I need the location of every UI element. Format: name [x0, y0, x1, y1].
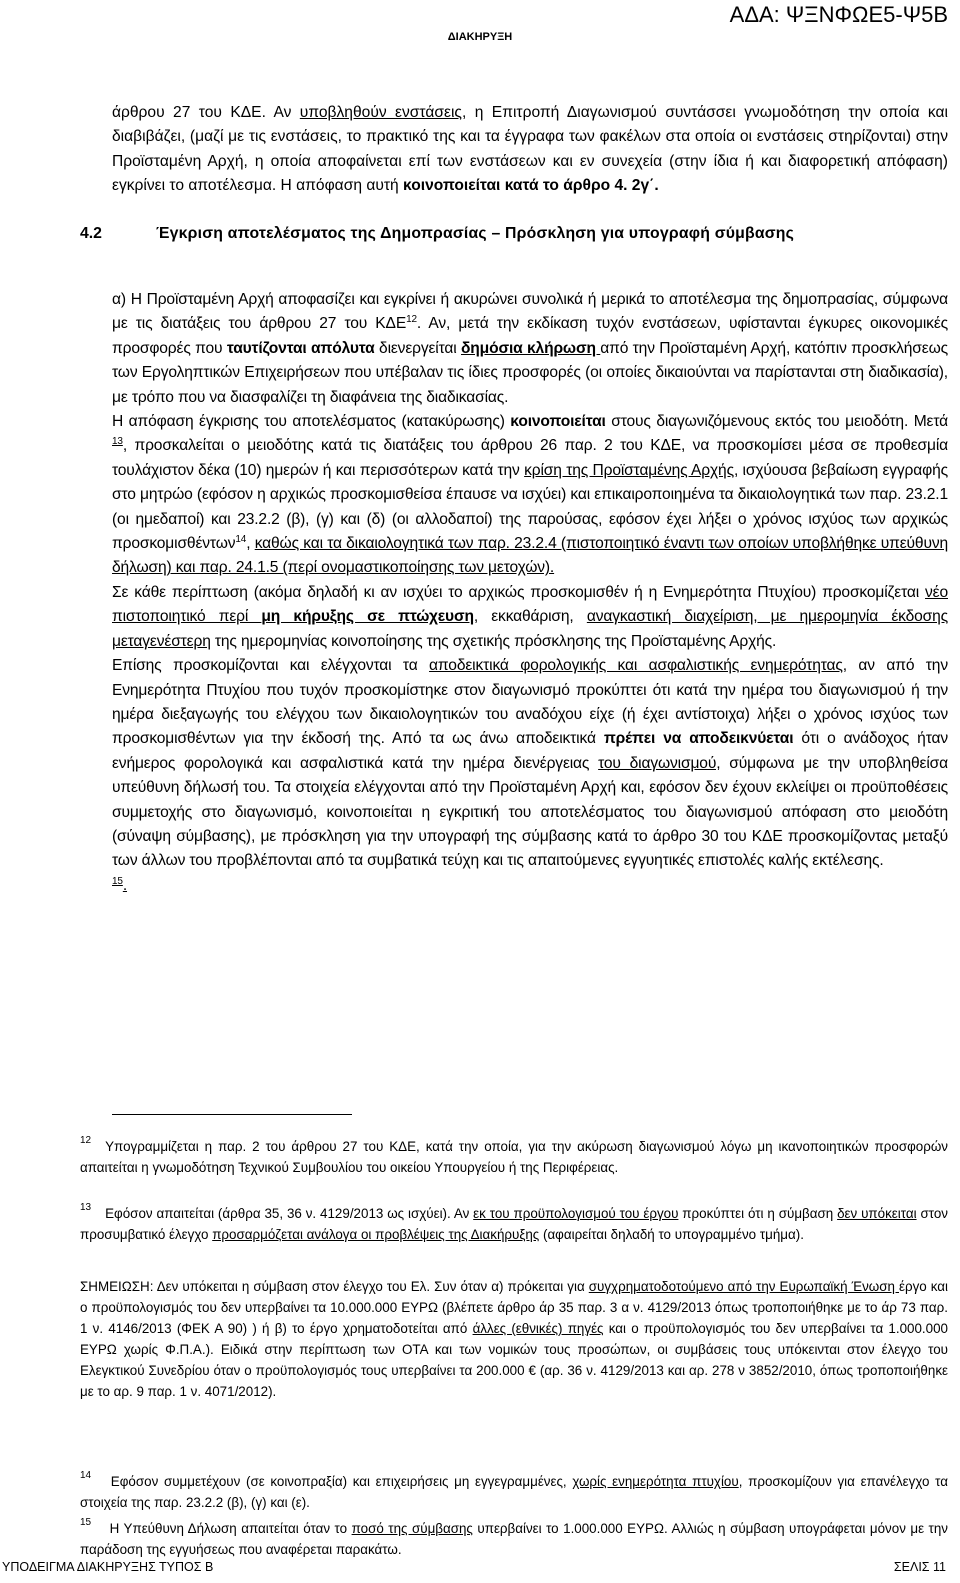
text-run-underlined: αποδεικτικά φορολογικής και ασφαλιστικής ενημερότητας	[429, 657, 843, 675]
text-run: , ισχύουσα βεβαίωση εγγραφής στο μητρώο (εφόσον η αρχικώς προσκομισθείσα έπαυσε να ισχύει) και επικαιροποιημένα τα δικαιολογητικά των παρ. 23.2.1 (οι ημεδαποί) και 23.2.2 (β), (γ) και (δ) (οι αλλοδαποί) της παρούσας, εφόσον έχει λήξει ο χρόνος ισχύος των αρχικώς προσκομισθέντων	[112, 461, 948, 553]
text-run: Εφόσον συμμετέχουν (σε κοινοπραξία) και επιχειρήσεις μη εγγεγραμμένες,	[105, 1474, 573, 1489]
text-run-bold: ταυτίζονται απόλυτα	[226, 339, 375, 357]
text-run: Επίσης προσκομίζονται και ελέγχονται τα	[112, 657, 430, 675]
text-run-bold-underlined: μη κήρυξης σε πτώχευση	[261, 608, 474, 626]
footnote-ref-14: 14	[235, 534, 247, 546]
footnote-14	[80, 1465, 948, 1513]
text-run: προκύπτει ότι η σύμβαση	[678, 1206, 838, 1221]
text-run: της ημερομηνίας κοινοποίησης της σχετικής πρόσκλησης της Προϊσταμένης Αρχής.	[210, 632, 777, 650]
text-run-underlined: .	[122, 876, 128, 894]
text-run: ότι ο ανάδοχος ήταν ενήμερος φορολογικά και ασφαλιστικά κατά την ημέρα διενέργειας	[112, 730, 948, 772]
text-run: Σε κάθε περίπτωση (ακόμα δηλαδή κι αν ισχύει το αρχικώς προσκομισθέν ή η Ενημερότητα Πτυχίου) προσκομίζεται	[112, 583, 926, 601]
text-run-underlined: συγχρηματοδοτούμενο από την Ευρωπαϊκή Ένωση	[588, 1279, 899, 1294]
text-run: στους διαγωνιζόμενους εκτός του μειοδότη. Μετά	[605, 413, 948, 431]
text-run: Εφόσον απαιτείται (άρθρα 35, 36 ν. 4129/2013 ως ισχύει). Αν	[105, 1206, 474, 1221]
footer-page-number: ΣΕΛΙΣ 11	[893, 1560, 946, 1574]
text-run: στον προσυμβατικό έλεγχο	[80, 1206, 948, 1242]
footnote-ref-13: 13	[112, 436, 123, 448]
text-run: ΣΗΜΕΙΩΣΗ: Δεν υπόκειται η σύμβαση στον έλεγχο του Ελ. Συν όταν α) πρόκειται για	[80, 1279, 589, 1294]
text-run: , εκκαθάριση,	[473, 608, 587, 626]
text-run-underlined: δεν υπόκειται	[837, 1206, 917, 1221]
text-run: υπερβαίνει το 1.000.000 ΕΥΡΩ. Αλλιώς η σύμβαση υπογράφεται μόνον με την παράδοση της εγγυήσεως που αναφέρεται παρακάτω.	[80, 1521, 948, 1557]
ada-code: ΑΔΑ: ΨΞΝΦΩΕ5-Ψ5Β	[729, 2, 948, 27]
text-run: σύμφωνα με την υποβληθείσα υπεύθυνη δήλωσή του. Τα στοιχεία ελέγχονται από την Προϊσταμένη Αρχή και, εφόσον δεν έχουν εκλείψει οι προϋποθέσεις συμμετοχής στο διαγωνισμό, κοινοποιείται η εγκριτική του αποτελέσματος του διαγωνισμού απόφαση στο μειοδότη (σύναψη σύμβασης), με πρόσκληση για την υπογραφή της σύμβασης κατά το άρθρο 30 του ΚΔΕ προσκομίζοντας μεταξύ των άλλων του προβλέπονται από τα συμβατικά τεύχη και τις απαιτούμενες εγγυητικές επιστολές καλής εκτέλεσης.	[112, 754, 948, 870]
footer-document-label: ΥΠΟΔΕΙΓΜΑ ΔΙΑΚΗΡΥΞΗΣ ΤΥΠΟΣ Β	[2, 1560, 214, 1574]
text-run: άρθρου 27 του ΚΔΕ. Αν	[112, 104, 300, 121]
text-run-underlined: νέο πιστοποιητικό περί	[112, 583, 948, 626]
paragraph-objections	[112, 101, 948, 199]
text-run: ,	[246, 535, 255, 553]
text-run: α) Η Προϊσταμένη Αρχή αποφασίζει και εγκρίνει ή ακυρώνει συνολικά ή μερικά το αποτέλεσμα της δημοπρασίας, σύμφωνα με τις διατάξεις του άρθρου 27 του ΚΔΕ	[112, 291, 948, 333]
footnote-12	[80, 1130, 948, 1178]
text-run: Η Υπεύθυνη Δήλωση απαιτείται όταν το	[105, 1521, 352, 1536]
footnote-number: 13	[80, 1202, 92, 1213]
text-run: έργο και ο προϋπολογισμός του δεν υπερβαίνει τα 10.000.000 ΕΥΡΩ (βλέπετε άρθρο άρ 35 παρ. 3 α ν. 4129/2013 όπως τροποποιήθηκε με το άρ 73 παρ. 1 ν. 4146/2013 (ΦΕΚ Α 90) ) ή β) το έργο χρηματοδοτείται από	[80, 1279, 948, 1336]
footnote-13	[80, 1197, 948, 1245]
section-title: Έγκριση αποτελέσματος της Δημοπρασίας – Πρόσκληση για υπογραφή σύμβασης	[156, 225, 795, 242]
text-run: , αν από την Ενημερότητα Πτυχίου που τυχόν προσκομίστηκε στον διαγωνισμό προκύπτει ότι κατά την ημέρα του διαγωνισμού ή την ημέρα διεξαγωγής του ελέγχου των δικαιολογητικών του αναδόχου είχε (ή έχει αντίστοιχα) λήξει ο χρόνος ισχύος των προσκομισθέντων για την έκδοσή της. Από τα ως άνω αποδεικτικά	[112, 657, 948, 748]
text-run-underlined: του διαγωνισμού,	[598, 754, 721, 772]
text-run-underlined: χωρίς ενημερότητα πτυχίου	[572, 1474, 739, 1489]
section-number: 4.2	[80, 225, 102, 242]
text-run: και ο προϋπολογισμός του δεν υπερβαίνει τα 1.000.000 ΕΥΡΩ χωρίς Φ.Π.Α.). Ειδικά στην περίπτωση των ΟΤΑ και των νομικών τους προσώπων, οι συμβάσεις τους υπόκεινται στον έλεγχο του Ελεγκτικού Συνεδρίου όταν ο προϋπολογισμός τους υπερβαίνει τα 200.000 € (αρ. 36 ν. 4129/2013 και αρ. 278 ν 3852/2010, όπως τροποποιήθηκε με το αρ. 9 παρ. 1 ν. 4071/2012).	[80, 1321, 948, 1399]
text-run-underlined: κρίση της Προϊσταμένης Αρχής	[524, 461, 734, 479]
section-body	[112, 288, 948, 898]
footnote-ref-15: 15	[112, 875, 123, 887]
text-run-underlined: εκ του προϋπολογισμού του έργου	[473, 1206, 679, 1221]
footnote-15	[80, 1512, 948, 1560]
text-run: Η απόφαση έγκρισης του αποτελέσματος (κατακύρωσης)	[112, 413, 511, 431]
document-type-header: ΔΙΑΚΗΡΥΞΗ	[447, 31, 513, 43]
text-run-bold-underlined: δημόσια κλήρωση	[461, 339, 601, 357]
footnote-13-note	[80, 1276, 948, 1402]
footnote-separator	[112, 1114, 352, 1115]
footnote-number: 12	[80, 1135, 92, 1146]
text-run: (αφαιρείται δηλαδή το υπογραμμένο τμήμα).	[539, 1227, 804, 1242]
text-run-underlined: υποβληθούν ενστάσεις	[299, 104, 462, 121]
text-run: . Αν, μετά την εκδίκαση τυχόν ενστάσεων, υφίστανται έγκυρες οικονομικές προσφορές που	[112, 315, 948, 357]
text-run: διενεργείται	[374, 339, 461, 357]
text-run-bold: κοινοποιείται κατά το άρθρο 4. 2γ΄.	[403, 177, 659, 195]
text-run-underlined: προσαρμόζεται ανάλογα οι προβλέψεις της Διακήρυξης	[212, 1227, 540, 1242]
text-run-underlined: άλλες (εθνικές) πηγές	[472, 1321, 604, 1336]
text-run-underlined: καθώς και τα δικαιολογητικά των παρ. 23.2.4 (πιστοποιητικό έναντι των οποίων υποβλήθηκε υπεύθυνη δήλωση) και παρ. 24.1.5 (περί ονομαστικοποίησης των μετοχών).	[112, 535, 948, 577]
text-run-bold: κοινοποιείται	[510, 413, 606, 431]
text-run: , η Επιτροπή Διαγωνισμού συντάσσει γνωμοδότηση την οποία και διαβιβάζει, (μαζί με τις ενστάσεις, το πρακτικό της και τα έγγραφα των φακέλων στα οποία οι ενστάσεις στηρίζονται) στην Προϊσταμένη Αρχή, η οποία αποφαίνεται επί των ενστάσεων και εν συνεχεία (στην ίδια ή και διαφορετική απόφαση) εγκρίνει το αποτέλεσμα. Η απόφαση αυτή	[112, 104, 949, 195]
text-run-bold: πρέπει να αποδεικνύεται	[603, 730, 794, 748]
text-run-underlined: ποσό της σύμβασης	[351, 1521, 473, 1536]
footnote-number: 15	[80, 1517, 92, 1528]
text-run: , προσκαλείται ο μειοδότης κατά τις διατάξεις του άρθρου 26 παρ. 2 του ΚΔΕ, να προσκομίσει μέσα σε προθεσμία τουλάχιστον δέκα (10) ημερών ή και περισσότερων κατά την	[112, 437, 948, 479]
footnote-ref-12: 12	[406, 314, 417, 326]
text-run: από την Προϊσταμένη Αρχή, κατόπιν προσκλήσεως των Εργοληπτικών Επιχειρήσεων που υπέβαλαν τις ίδιες προσφορές (οι οποίες δικαιούνται να παρίστανται στη διαδικασία), με τρόπο που να διασφαλίζει τη διαφάνεια της διαδικασίας.	[112, 339, 948, 406]
text-run-underlined: αναγκαστική διαχείριση, με ημερομηνία έκδοσης μεταγενέστερη	[112, 608, 948, 650]
text-run: , προσκομίζουν για επανέλεγχο τα στοιχεία της παρ. 23.2.2 (β), (γ) και (ε).	[80, 1474, 948, 1510]
footnote-text: Υπογραμμίζεται η παρ. 2 του άρθρου 27 του ΚΔΕ, κατά την οποία, για την ακύρωση διαγωνισμού λόγω μη ικανοποιητικών προσφορών απαιτείται η γνωμοδότηση Τεχνικού Συμβουλίου του οικείου Υπουργείου ή της Περιφέρειας.	[80, 1139, 948, 1175]
footnote-number: 14	[80, 1470, 92, 1481]
